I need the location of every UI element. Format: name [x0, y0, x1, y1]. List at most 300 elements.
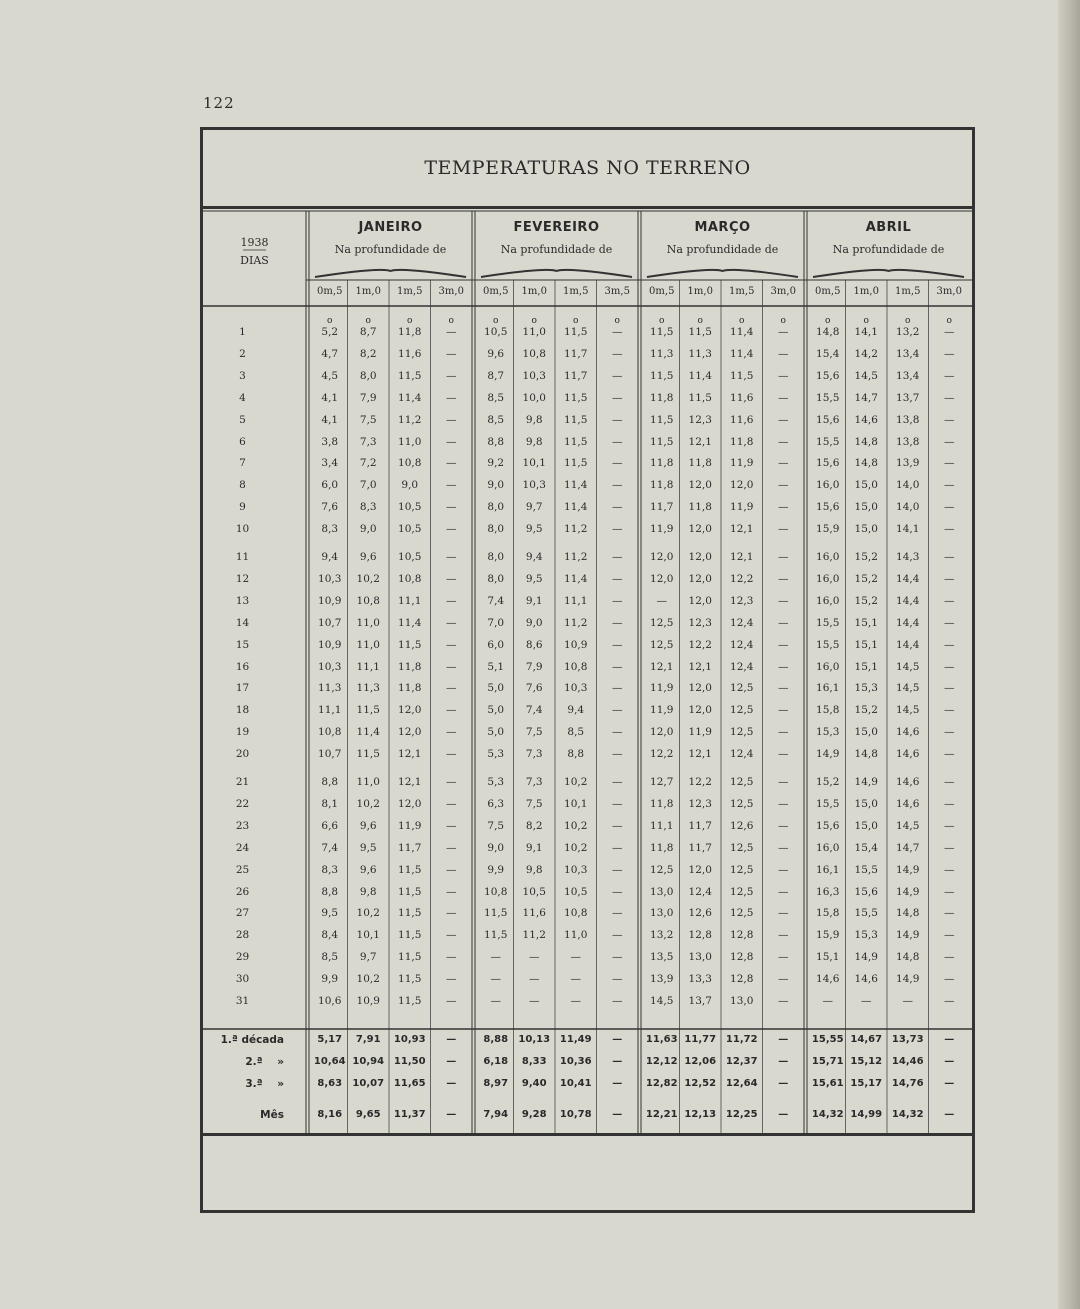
temperature-cell: 10,3 — [564, 863, 588, 876]
temperature-cell: — — [612, 501, 623, 514]
temperature-cell: — — [612, 776, 623, 788]
summary-cell: — — [944, 1078, 955, 1089]
temperature-cell: 12,0 — [398, 726, 422, 739]
temperature-cell: — — [944, 369, 955, 382]
temperature-cell: 12,0 — [688, 682, 712, 695]
temperature-cell: — — [612, 551, 623, 563]
temperature-cell: 12,4 — [730, 638, 754, 651]
temperature-cell: 10,8 — [398, 457, 422, 470]
temperature-cell: 8,5 — [487, 391, 505, 404]
temperature-cell: — — [570, 973, 581, 986]
summary-cell: 12,64 — [725, 1078, 758, 1089]
temperature-cell: 11,7 — [564, 369, 588, 382]
summary-cell: 12,25 — [725, 1109, 758, 1120]
temperature-cell: 9,0 — [401, 479, 419, 492]
temperature-cell: — — [446, 863, 457, 876]
temperature-cell: 14,9 — [854, 951, 878, 964]
temperature-cell: 11,5 — [398, 369, 422, 382]
temperature-cell: 15,9 — [816, 929, 840, 942]
temperature-cell: 7,3 — [359, 435, 377, 448]
temperature-cell: 10,8 — [564, 907, 588, 920]
summary-cell: 15,12 — [850, 1056, 883, 1067]
temperature-cell: 15,0 — [854, 797, 878, 810]
temperature-cell: 11,7 — [564, 347, 588, 360]
temperature-cell: — — [446, 797, 457, 810]
temperature-cell: 15,2 — [816, 776, 840, 788]
temperature-cell: 8,0 — [487, 501, 505, 514]
temperature-cell: 7,0 — [359, 479, 377, 492]
summary-cell: — — [778, 1034, 789, 1045]
temperature-cell: 7,4 — [487, 594, 505, 607]
temperature-cell: 11,8 — [688, 457, 712, 470]
temperature-cell: 8,0 — [359, 369, 377, 382]
temperature-cell: 12,5 — [730, 907, 754, 920]
temperature-cell: 7,9 — [525, 660, 543, 673]
temperature-cell: 15,5 — [816, 616, 840, 629]
depth-brace — [813, 270, 964, 277]
temperature-cell: 15,0 — [854, 819, 878, 832]
summary-cell: — — [612, 1078, 623, 1089]
temperature-cell: 12,5 — [650, 638, 674, 651]
temperature-cell: — — [612, 391, 623, 404]
summary-cell: 11,50 — [393, 1056, 426, 1067]
summary-cell: 9,40 — [521, 1078, 547, 1089]
temperature-cell: — — [944, 776, 955, 788]
temperature-cell: 11,8 — [398, 326, 422, 338]
temperature-cell: 15,2 — [854, 594, 878, 607]
depth-header: 3m,5 — [604, 286, 630, 297]
temperature-cell: 10,5 — [398, 551, 422, 563]
day-number: 16 — [235, 660, 250, 673]
temperature-cell: 12,4 — [688, 885, 712, 898]
temperature-cell: — — [778, 776, 789, 788]
temperature-cell: 6,0 — [487, 638, 505, 651]
temperature-cell: 10,0 — [522, 391, 546, 404]
temperature-cell: 10,1 — [356, 929, 380, 942]
temperature-cell: 9,6 — [487, 347, 505, 360]
temperature-cell: — — [529, 951, 540, 964]
degree-mark: o — [863, 316, 869, 326]
temperature-cell: — — [612, 973, 623, 986]
temperature-cell: 7,4 — [525, 704, 543, 717]
temperature-cell: 10,2 — [356, 572, 380, 585]
day-number: 11 — [235, 551, 250, 563]
temperature-cell: 14,7 — [854, 391, 878, 404]
temperature-cell: — — [446, 973, 457, 986]
temperature-cell: — — [612, 748, 623, 761]
depth-header: 0m,5 — [815, 286, 841, 297]
summary-cell: 9,65 — [355, 1109, 381, 1120]
temperature-cell: 8,4 — [321, 929, 339, 942]
temperature-cell: 9,7 — [525, 501, 543, 514]
depth-header: 1m,0 — [853, 286, 879, 297]
temperature-cell: — — [446, 885, 457, 898]
temperature-cell: 15,5 — [816, 638, 840, 651]
page-title: TEMPERATURAS NO TERRENO — [424, 157, 751, 179]
temperature-cell: 11,7 — [398, 841, 422, 854]
temperature-cell: 15,2 — [854, 551, 878, 563]
temperature-cell: 16,3 — [816, 885, 840, 898]
temperature-cell: 8,3 — [321, 863, 339, 876]
temperature-cell: 9,8 — [525, 435, 543, 448]
month-name-1: FEVEREIRO — [513, 220, 600, 235]
temperature-cell: — — [944, 726, 955, 739]
temperature-cell: 15,5 — [854, 907, 878, 920]
temperature-cell: 14,8 — [854, 435, 878, 448]
temperature-cell: — — [944, 819, 955, 832]
temperature-cell: 12,3 — [688, 616, 712, 629]
temperature-cell: — — [612, 704, 623, 717]
temperature-cell: 10,8 — [318, 726, 342, 739]
temperature-cell: — — [612, 457, 623, 470]
temperature-cell: 15,5 — [816, 435, 840, 448]
temperature-cell: 8,2 — [359, 347, 377, 360]
summary-cell: 10,07 — [352, 1078, 385, 1089]
temperature-cell: 15,6 — [816, 369, 840, 382]
temperature-cell: 11,8 — [398, 660, 422, 673]
temperature-cell: — — [612, 435, 623, 448]
temperature-cell: — — [612, 797, 623, 810]
temperature-cell: 8,5 — [487, 413, 505, 426]
temperature-cell: 7,9 — [359, 391, 377, 404]
temperature-cell: 12,8 — [730, 973, 754, 986]
temperature-cell: 11,5 — [564, 413, 588, 426]
temperature-cell: 14,4 — [896, 572, 920, 585]
summary-cell: 8,63 — [317, 1078, 343, 1089]
temperature-cell: 7,6 — [525, 682, 543, 695]
temperature-cell: 5,3 — [487, 748, 505, 761]
temperature-cell: 14,8 — [896, 951, 920, 964]
temperature-cell: — — [944, 863, 955, 876]
temperature-cell: 12,1 — [730, 551, 754, 563]
temperature-cell: 11,4 — [564, 501, 588, 514]
degree-mark: o — [573, 316, 579, 326]
temperature-cell: 11,5 — [650, 435, 674, 448]
summary-cell: 7,94 — [483, 1109, 509, 1120]
temperature-cell: — — [446, 457, 457, 470]
summary-cell: 10,41 — [559, 1078, 592, 1089]
temperature-cell: 11,0 — [564, 929, 588, 942]
temperature-cell: 11,5 — [650, 413, 674, 426]
temperature-cell: — — [612, 594, 623, 607]
temperature-cell: — — [446, 660, 457, 673]
temperature-cell: 11,5 — [356, 704, 380, 717]
temperature-cell: 14,6 — [854, 413, 878, 426]
temperature-cell: — — [944, 347, 955, 360]
temperature-cell: — — [446, 435, 457, 448]
temperature-cell: 15,8 — [816, 704, 840, 717]
depth-header: 1m,5 — [397, 286, 423, 297]
temperature-cell: — — [944, 841, 955, 854]
temperature-cell: 14,6 — [896, 748, 920, 761]
temperature-cell: 16,0 — [816, 479, 840, 492]
temperature-cell: 5,3 — [487, 776, 505, 788]
temperature-cell: 14,9 — [896, 973, 920, 986]
depth-header: 1m,5 — [895, 286, 921, 297]
summary-label-1: 2.ª » — [245, 1056, 284, 1068]
summary-cell: 14,99 — [850, 1109, 883, 1120]
temperature-cell: 10,5 — [484, 326, 508, 338]
temperature-cell: 12,1 — [688, 660, 712, 673]
temperature-cell: 11,3 — [688, 347, 712, 360]
temperature-cell: 15,1 — [854, 660, 878, 673]
temperature-cell: 15,1 — [816, 951, 840, 964]
temperature-cell: — — [778, 523, 789, 536]
temperature-cell: 15,6 — [816, 819, 840, 832]
temperature-cell: 7,2 — [359, 457, 377, 470]
temperature-cell: 4,5 — [321, 369, 339, 382]
temperature-cell: 15,5 — [854, 863, 878, 876]
temperature-cell: 9,8 — [525, 863, 543, 876]
temperature-cell: 11,8 — [650, 457, 674, 470]
temperature-cell: 10,2 — [356, 973, 380, 986]
temperature-cell: 12,0 — [398, 797, 422, 810]
temperature-cell: — — [612, 660, 623, 673]
temperature-cell: 9,2 — [487, 457, 505, 470]
temperature-cell: 9,0 — [487, 841, 505, 854]
temperature-cell: — — [446, 391, 457, 404]
day-number: 21 — [235, 776, 250, 788]
temperature-cell: — — [446, 638, 457, 651]
temperature-cell: — — [778, 907, 789, 920]
temperature-cell: 12,6 — [688, 907, 712, 920]
temperature-cell: 12,6 — [730, 819, 754, 832]
temperature-cell: — — [446, 995, 457, 1007]
temperature-cell: — — [446, 616, 457, 629]
temperature-cell: 14,2 — [854, 347, 878, 360]
temperature-cell: 11,9 — [650, 682, 674, 695]
temperature-cell: 11,5 — [398, 929, 422, 942]
summary-cell: 11,63 — [645, 1034, 678, 1045]
summary-cell: — — [446, 1056, 457, 1067]
temperature-cell: 11,8 — [650, 479, 674, 492]
summary-label-0: 1.ª década — [220, 1034, 284, 1046]
temperature-cell: 15,3 — [854, 929, 878, 942]
degree-mark: o — [697, 316, 703, 326]
day-number: 6 — [239, 435, 246, 448]
temperature-cell: — — [446, 594, 457, 607]
summary-cell: 11,65 — [393, 1078, 426, 1089]
temperature-cell: — — [612, 929, 623, 942]
temperature-cell: 11,1 — [564, 594, 588, 607]
temperature-cell: 12,0 — [688, 523, 712, 536]
temperature-cell: 14,3 — [896, 551, 920, 563]
temperature-cell: — — [446, 551, 457, 563]
summary-cell: 14,32 — [811, 1109, 844, 1120]
temperature-cell: — — [612, 907, 623, 920]
temperature-cell: — — [944, 523, 955, 536]
temperature-cell: 10,8 — [398, 572, 422, 585]
month-name-0: JANEIRO — [358, 220, 423, 235]
temperature-cell: 12,0 — [688, 704, 712, 717]
temperature-cell: — — [529, 973, 540, 986]
temperature-cell: 12,0 — [688, 479, 712, 492]
temperature-cell: 12,5 — [730, 863, 754, 876]
temperature-cell: 7,5 — [487, 819, 505, 832]
temperature-cell: — — [778, 457, 789, 470]
temperature-cell: 11,3 — [318, 682, 342, 695]
summary-cell: — — [612, 1056, 623, 1067]
temperature-cell: 13,2 — [650, 929, 674, 942]
temperature-cell: — — [612, 326, 623, 338]
temperature-cell: — — [446, 726, 457, 739]
temperature-cell: 8,7 — [359, 326, 377, 338]
temperature-cell: 14,8 — [854, 457, 878, 470]
temperature-cell: 11,5 — [730, 369, 754, 382]
temperature-cell: 11,3 — [650, 347, 674, 360]
temperature-cell: 6,0 — [321, 479, 339, 492]
temperature-cell: 12,7 — [650, 776, 674, 788]
temperature-cell: 12,1 — [688, 748, 712, 761]
temperature-cell: 16,0 — [816, 660, 840, 673]
temperature-cell: 10,5 — [398, 501, 422, 514]
temperature-cell: 12,8 — [688, 929, 712, 942]
temperature-cell: 10,9 — [356, 995, 380, 1007]
day-number: 24 — [235, 841, 250, 854]
degree-mark: o — [614, 316, 620, 326]
temperature-cell: 12,1 — [650, 660, 674, 673]
temperature-cell: 10,2 — [356, 907, 380, 920]
temperature-cell: 13,2 — [896, 326, 920, 338]
temperature-cell: 13,9 — [650, 973, 674, 986]
temperature-cell: 9,5 — [321, 907, 339, 920]
temperature-cell: 12,2 — [730, 572, 754, 585]
temperature-cell: 15,0 — [854, 501, 878, 514]
temperature-cell: — — [446, 748, 457, 761]
temperature-cell: 11,4 — [688, 369, 712, 382]
temperature-cell: — — [778, 435, 789, 448]
temperature-cell: — — [446, 819, 457, 832]
temperature-cell: — — [944, 391, 955, 404]
degree-mark: o — [327, 316, 333, 326]
temperature-cell: 10,7 — [318, 616, 342, 629]
temperature-cell: 9,0 — [359, 523, 377, 536]
temperature-cell: — — [612, 995, 623, 1007]
temperature-cell: — — [944, 973, 955, 986]
temperature-cell: 9,1 — [525, 594, 543, 607]
summary-cell: 8,97 — [483, 1078, 509, 1089]
temperature-cell: — — [944, 479, 955, 492]
temperature-cell: 15,6 — [816, 457, 840, 470]
temperature-cell: 15,8 — [816, 907, 840, 920]
degree-mark: o — [407, 316, 413, 326]
temperature-cell: 12,4 — [730, 616, 754, 629]
temperature-cell: 7,5 — [525, 726, 543, 739]
summary-cell: 8,16 — [317, 1109, 343, 1120]
temperature-cell: — — [778, 704, 789, 717]
temperature-cell: — — [612, 951, 623, 964]
month-name-2: MARÇO — [694, 220, 751, 235]
temperature-cell: 12,5 — [650, 863, 674, 876]
summary-cell: 15,71 — [811, 1056, 844, 1067]
temperature-cell: 15,2 — [854, 572, 878, 585]
temperature-cell: 7,0 — [487, 616, 505, 629]
summary-cell: 8,88 — [483, 1034, 509, 1045]
temperature-cell: — — [861, 995, 872, 1007]
temperature-cell: — — [944, 704, 955, 717]
temperature-cell: 11,8 — [650, 797, 674, 810]
depth-header: 1m,5 — [729, 286, 755, 297]
temperature-cell: 12,2 — [650, 748, 674, 761]
temperature-cell: — — [446, 369, 457, 382]
degree-mark: o — [780, 316, 786, 326]
temperature-cell: 10,2 — [356, 797, 380, 810]
temperature-cell: 11,0 — [356, 616, 380, 629]
temperature-cell: 12,8 — [730, 951, 754, 964]
temperature-cell: — — [778, 391, 789, 404]
temperature-cell: 13,0 — [730, 995, 754, 1007]
temperature-cell: 12,4 — [730, 660, 754, 673]
temperature-cell: 11,2 — [564, 616, 588, 629]
depth-brace — [481, 270, 632, 277]
temperature-cell: 15,4 — [816, 347, 840, 360]
temperature-cell: 14,8 — [896, 907, 920, 920]
temperature-cell: — — [944, 995, 955, 1007]
summary-cell: 7,91 — [355, 1034, 381, 1045]
temperature-cell: — — [944, 616, 955, 629]
temperature-cell: — — [944, 885, 955, 898]
temperature-cell: — — [944, 951, 955, 964]
temperature-cell: 15,5 — [816, 797, 840, 810]
day-number: 25 — [235, 863, 250, 876]
temperature-cell: — — [944, 660, 955, 673]
temperature-cell: 3,8 — [321, 435, 339, 448]
temperature-cell: — — [944, 501, 955, 514]
temperature-cell: 14,7 — [896, 841, 920, 854]
day-number: 31 — [235, 995, 250, 1007]
temperature-cell: 3,4 — [321, 457, 339, 470]
temperature-cell: 12,5 — [730, 797, 754, 810]
temperature-cell: 12,5 — [730, 841, 754, 854]
temperature-cell: 10,5 — [564, 885, 588, 898]
temperature-cell: 11,5 — [564, 435, 588, 448]
temperature-cell: — — [778, 594, 789, 607]
temperature-cell: — — [944, 929, 955, 942]
summary-cell: 6,18 — [483, 1056, 509, 1067]
temperature-cell: 11,9 — [650, 523, 674, 536]
temperature-cell: — — [778, 551, 789, 563]
summary-cell: 9,28 — [521, 1109, 547, 1120]
temperature-cell: 9,7 — [359, 951, 377, 964]
summary-cell: 10,78 — [559, 1109, 592, 1120]
temperature-cell: 14,4 — [896, 594, 920, 607]
temperature-cell: 7,3 — [525, 748, 543, 761]
temperature-cell: 15,4 — [854, 841, 878, 854]
temperature-cell: 16,1 — [816, 863, 840, 876]
temperature-cell: — — [446, 413, 457, 426]
temperature-cell: 10,6 — [318, 995, 342, 1007]
summary-cell: 12,06 — [684, 1056, 717, 1067]
temperature-cell: 10,1 — [522, 457, 546, 470]
summary-cell: 10,93 — [393, 1034, 426, 1045]
temperature-cell: 7,5 — [359, 413, 377, 426]
degree-mark: o — [531, 316, 537, 326]
temperature-cell: 16,0 — [816, 572, 840, 585]
summary-cell: — — [446, 1034, 457, 1045]
temperature-cell: — — [529, 995, 540, 1007]
temperature-cell: 8,5 — [567, 726, 585, 739]
temperature-cell: 14,5 — [896, 704, 920, 717]
temperature-cell: — — [778, 748, 789, 761]
temperature-cell: 9,4 — [525, 551, 543, 563]
temperature-cell: 11,5 — [398, 973, 422, 986]
temperature-cell: 8,1 — [321, 797, 339, 810]
temperature-cell: 11,7 — [650, 501, 674, 514]
day-number: 30 — [235, 973, 250, 986]
temperature-cell: 10,8 — [356, 594, 380, 607]
temperature-cell: — — [944, 682, 955, 695]
temperature-cell: — — [944, 594, 955, 607]
